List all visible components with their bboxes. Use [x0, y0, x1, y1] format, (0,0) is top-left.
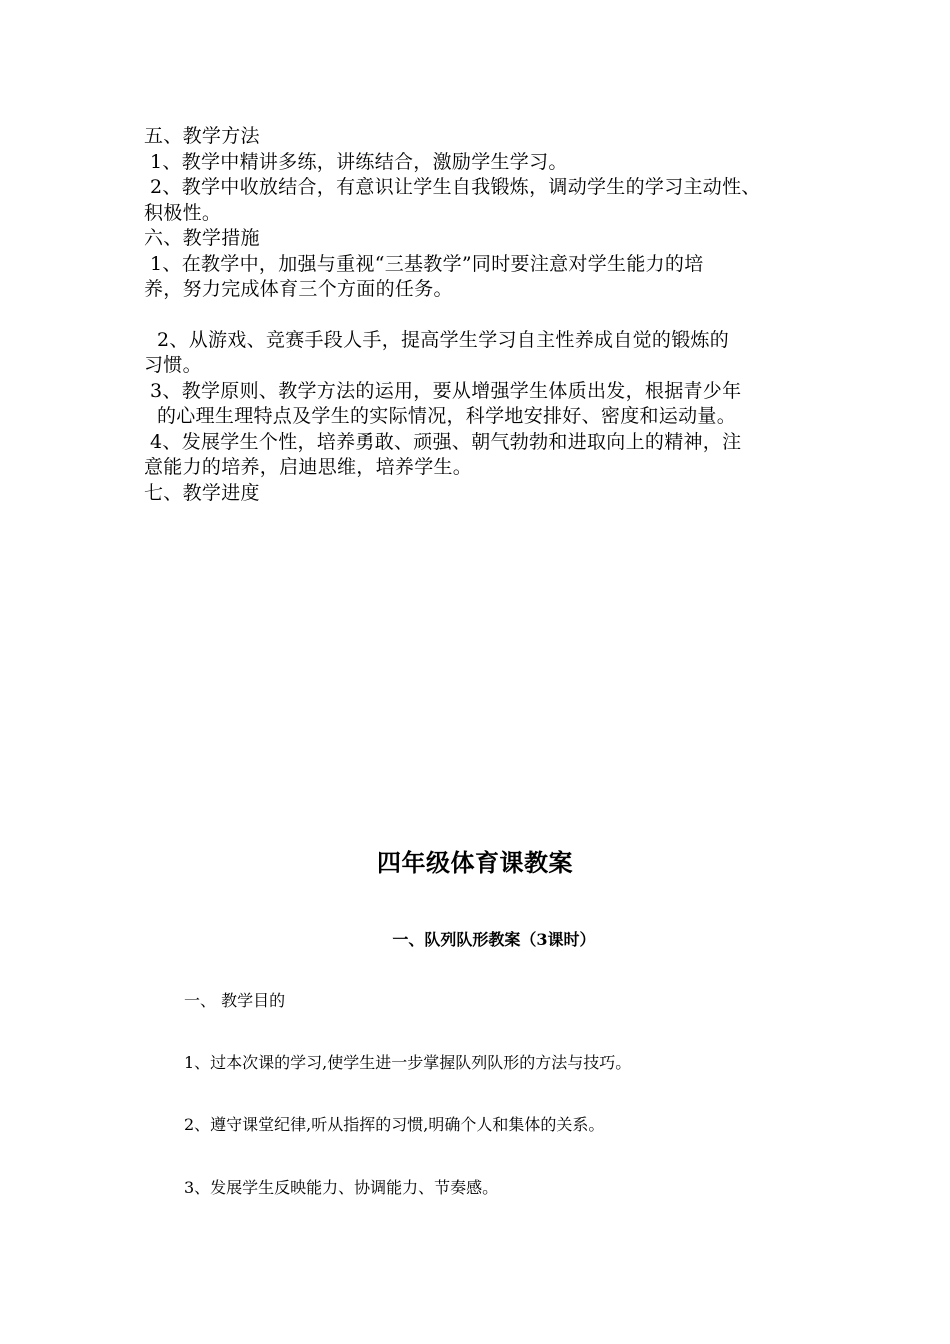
measures-item-2: 2、从游戏、竞赛手段人手，提高学生学习自主性养成自觉的锻炼的 [157, 328, 730, 351]
progress-heading: 七、教学进度 [144, 481, 260, 504]
measures-item-1-continued: 养，努力完成体育三个方面的任务。 [144, 278, 453, 300]
methods-item-1: 1、教学中精讲多练，讲练结合，激励学生学习。 [150, 150, 568, 173]
methods-item-2: 2、教学中收放结合，有意识让学生自我锻炼，调动学生的学习主动性、 [150, 176, 761, 198]
methods-item-2-continued: 积极性。 [144, 201, 222, 224]
goal-item-3: 3、发展学生反映能力、协调能力、节奏感。 [184, 1178, 499, 1197]
measures-item-3: 3、教学原则、教学方法的运用，要从增强学生体质出发，根据青少年 [150, 379, 742, 402]
goal-item-1: 1、过本次课的学习,使学生进一步掌握队列队形的方法与技巧。 [184, 1053, 632, 1072]
goal-item-2: 2、遵守课堂纪律,听从指挥的习惯,明确个人和集体的关系。 [184, 1115, 605, 1134]
goal-heading: 一、 教学目的 [184, 991, 286, 1010]
measures-item-2-continued: 习惯。 [144, 354, 202, 376]
measures-item-4: 4、发展学生个性，培养勇敢、顽强、朝气勃勃和进取向上的精神，注 [150, 430, 742, 453]
measures-item-4-continued: 意能力的培养，启迪思维，培养学生。 [144, 456, 473, 478]
measures-heading: 六、教学措施 [144, 227, 260, 249]
measures-item-1: 1、在教学中，加强与重视“三基教学”同时要注意对学生能力的培 [150, 252, 704, 275]
teaching-plan-section [144, 124, 834, 506]
methods-heading: 五、教学方法 [144, 125, 260, 147]
lesson-title: 四年级体育课教案 [377, 848, 573, 877]
lesson-subtitle: 一、队列队形教案（3课时） [392, 930, 596, 949]
paragraph-gap [144, 303, 834, 328]
measures-item-3-continued: 的心理生理特点及学生的实际情况，科学地安排好、密度和运动量。 [157, 405, 737, 427]
